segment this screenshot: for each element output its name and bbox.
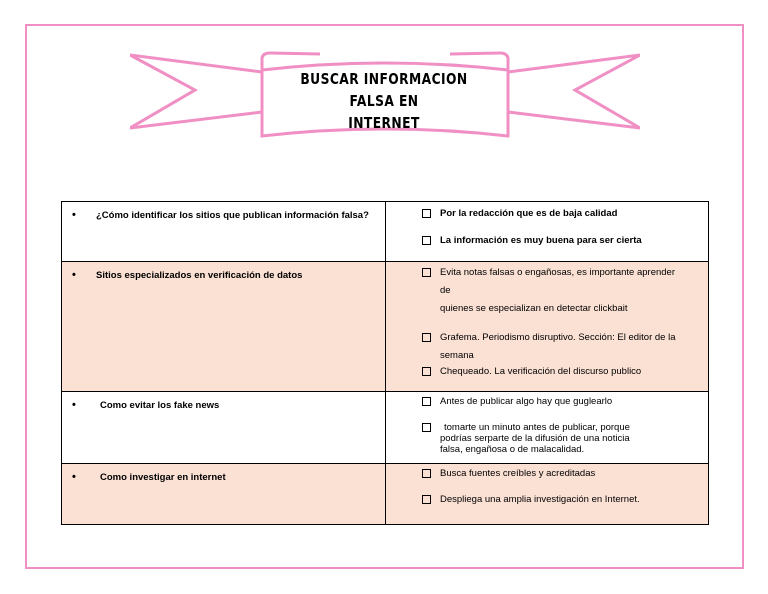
question-cell <box>62 464 386 525</box>
list-item: Grafema. Periodismo disruptivo. Sección: El editor de la semana <box>422 329 702 365</box>
table-row <box>62 202 709 262</box>
checkbox-icon <box>422 209 431 218</box>
banner-title-line-1: BUSCAR INFORMACION FALSA EN <box>300 70 468 110</box>
answer-cell <box>386 262 709 392</box>
checkbox-icon <box>422 367 431 376</box>
banner-title-line-2: INTERNET <box>348 114 420 132</box>
checkbox-icon <box>422 268 431 277</box>
question-text: Como investigar en internet <box>100 472 226 483</box>
info-table <box>61 201 709 525</box>
list-item: Despliega una amplia investigación en Internet. <box>422 494 702 506</box>
checkbox-icon <box>422 469 431 478</box>
question-cell <box>62 202 386 262</box>
checkbox-icon <box>422 495 431 504</box>
checkbox-icon <box>422 397 431 406</box>
list-item: tomarte un minuto antes de publicar, porque podrías serparte de la difusión de una noticia falsa, engañosa o de malacalidad. <box>422 422 702 455</box>
bullet-icon: • <box>72 399 76 411</box>
checkbox-icon <box>422 423 431 432</box>
banner-title <box>284 70 484 132</box>
list-item: Chequeado. La verificación del discurso publico <box>422 363 702 381</box>
bullet-icon: • <box>72 471 76 483</box>
answer-cell <box>386 464 709 525</box>
checkbox-icon <box>422 333 431 342</box>
question-text: Sitios especializados en verificación de datos <box>96 270 303 281</box>
table-row <box>62 392 709 464</box>
bullet-icon: • <box>72 269 76 281</box>
question-text: ¿Cómo identificar los sitios que publican información falsa? <box>96 210 369 221</box>
table-row <box>62 262 709 392</box>
checkbox-icon <box>422 236 431 245</box>
question-cell <box>62 392 386 464</box>
list-item: Por la redacción que es de baja calidad <box>422 208 702 220</box>
question-text: Como evitar los fake news <box>100 400 220 411</box>
question-cell <box>62 262 386 392</box>
table-row <box>62 464 709 525</box>
list-item: Busca fuentes creíbles y acreditadas <box>422 468 702 480</box>
bullet-icon: • <box>72 209 76 221</box>
list-item: Antes de publicar algo hay que guglearlo <box>422 396 702 408</box>
answer-cell <box>386 392 709 464</box>
answer-cell <box>386 202 709 262</box>
list-item: La información es muy buena para ser cierta <box>422 235 702 247</box>
list-item: Evita notas falsas o engañosas, es importante aprender de quienes se especializan en detectar clickbait <box>422 264 702 318</box>
